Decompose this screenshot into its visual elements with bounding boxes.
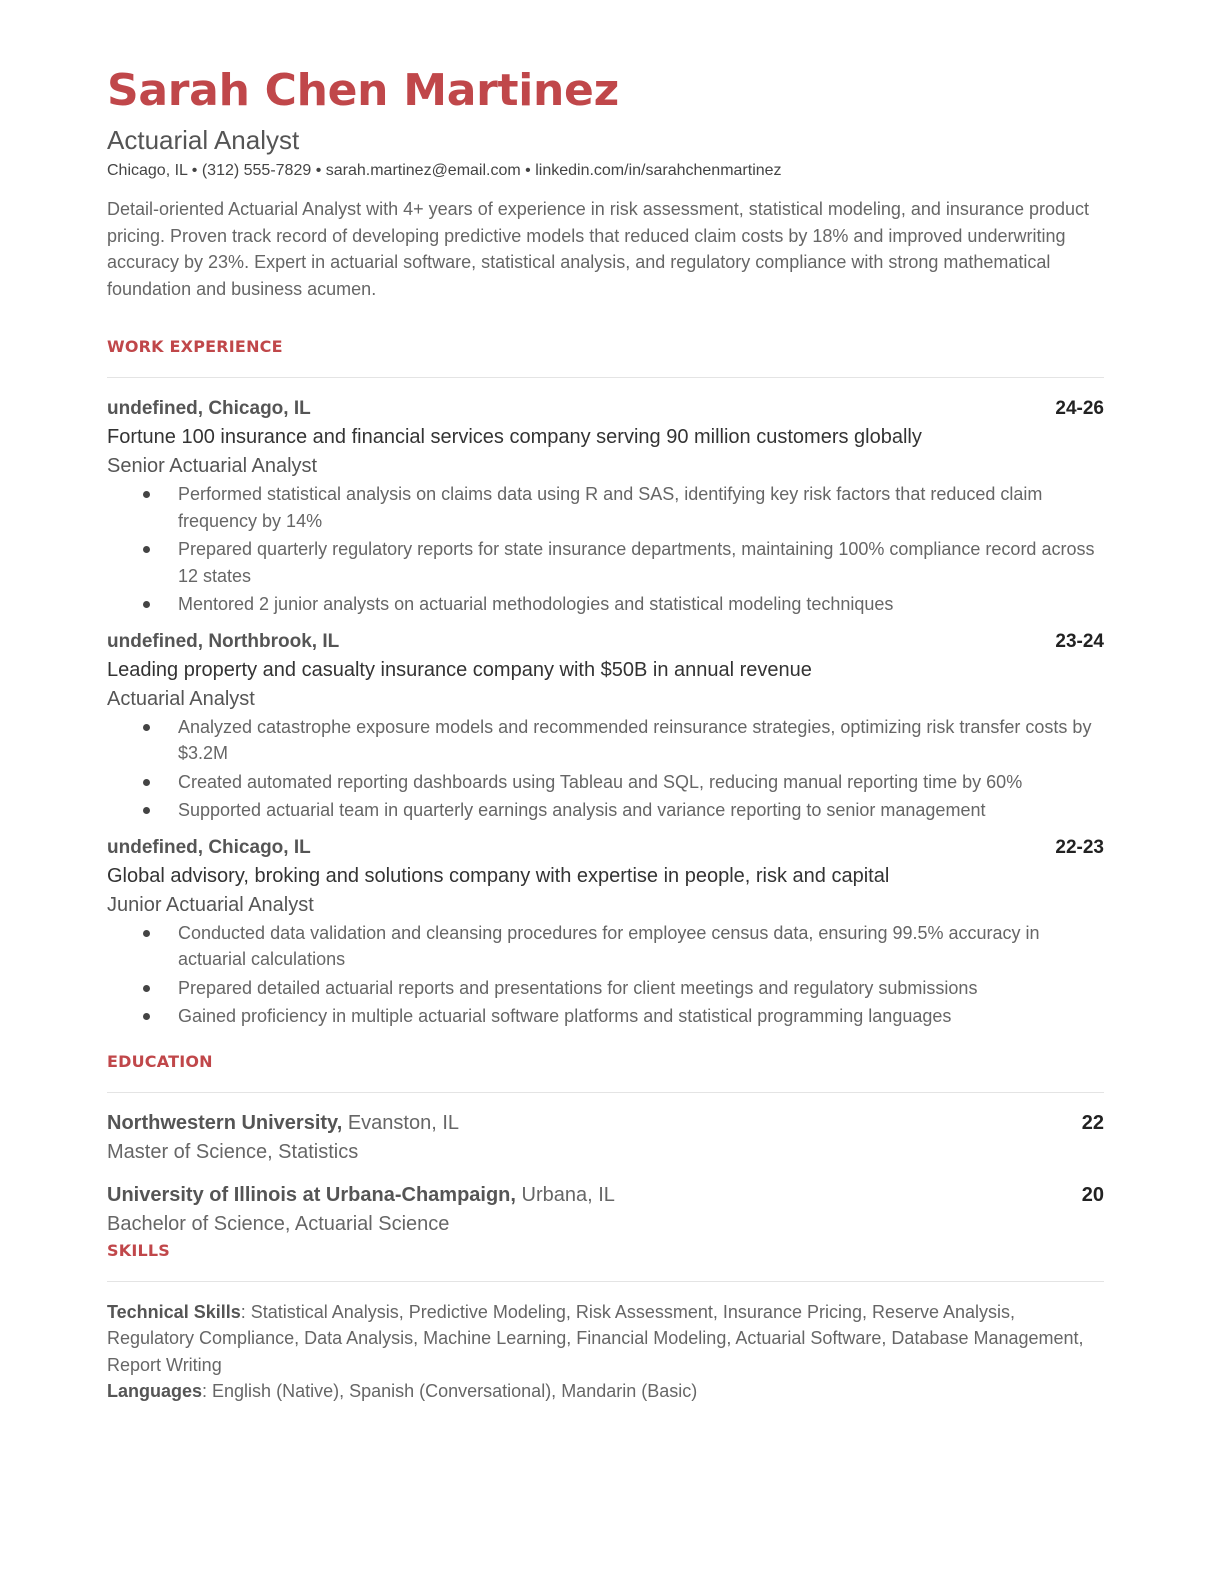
job-bullets [107, 481, 1104, 618]
contact-line: Chicago, IL • (312) 555-7829 • sarah.martinez@email.com • linkedin.com/in/sarahchenmartinez [107, 162, 782, 179]
job-role: Actuarial Analyst [107, 687, 255, 710]
education-entry [107, 1109, 1104, 1167]
education-section [107, 1052, 1104, 1239]
bullet-icon [143, 807, 150, 814]
bullet-icon [143, 985, 150, 992]
bullet-icon [143, 601, 150, 608]
job-bullets [107, 714, 1104, 824]
job-entry [107, 395, 1104, 618]
education-header [107, 1109, 1104, 1138]
candidate-name: Sarah Chen Martinez [107, 65, 619, 116]
job-bullet: Performed statistical analysis on claims data using R and SAS, identifying key risk factors that reduced claim frequency by 14% [107, 481, 1104, 534]
company-description: Global advisory, broking and solutions company with expertise in people, risk and capital [107, 864, 890, 887]
bullet-icon [143, 930, 150, 937]
technical-skills-label: Technical Skills [107, 1301, 241, 1322]
section-divider [107, 377, 1104, 378]
degree: Bachelor of Science, Actuarial Science [107, 1212, 450, 1235]
school-location: Urbana, IL [521, 1183, 615, 1206]
degree: Master of Science, Statistics [107, 1140, 359, 1163]
skills-section [107, 1241, 1104, 1405]
bullet-icon [143, 779, 150, 786]
professional-summary: Detail-oriented Actuarial Analyst with 4+ years of experience in risk assessment, statistical modeling, and insurance product pricing. Proven track record of developing predictive models that reduced claim costs by 18% and improved underwriting accuracy by 23%. Expert in actuarial software, statistical analysis, and regulatory compliance with strong mathematical foundation and business acumen. [107, 199, 1089, 299]
education-header [107, 1181, 1104, 1210]
job-bullets [107, 920, 1104, 1030]
job-company: undefined, Chicago, IL [107, 836, 311, 858]
job-entry [107, 628, 1104, 824]
job-bullet: Prepared quarterly regulatory reports for state insurance departments, maintaining 100% compliance record across 12 states [107, 536, 1104, 589]
job-bullet: Created automated reporting dashboards using Tableau and SQL, reducing manual reporting time by 60% [107, 769, 1104, 796]
school-location: Evanston, IL [347, 1111, 459, 1134]
job-bullet: Analyzed catastrophe exposure models and recommended reinsurance strategies, optimizing risk transfer costs by $3.2M [107, 714, 1104, 767]
school-name: University of Illinois at Urbana-Champaign, [107, 1183, 516, 1206]
company-description: Fortune 100 insurance and financial services company serving 90 million customers globally [107, 426, 922, 449]
graduation-year: 22 [1081, 1111, 1104, 1134]
job-header [107, 395, 1104, 423]
job-role: Senior Actuarial Analyst [107, 455, 318, 478]
bullet-icon [143, 491, 150, 498]
company-description: Leading property and casualty insurance company with $50B in annual revenue [107, 658, 812, 681]
job-bullet: Prepared detailed actuarial reports and presentations for client meetings and regulatory submissions [107, 975, 1104, 1002]
section-divider [107, 1281, 1104, 1282]
graduation-year: 20 [1081, 1183, 1104, 1206]
bullet-icon [143, 724, 150, 731]
job-company: undefined, Chicago, IL [107, 398, 311, 420]
bullet-icon [143, 546, 150, 553]
job-role: Junior Actuarial Analyst [107, 893, 314, 916]
languages-list: : English (Native), Spanish (Conversational), Mandarin (Basic) [202, 1381, 698, 1402]
section-heading-skills: SKILLS [107, 1240, 170, 1260]
languages [107, 1378, 1104, 1405]
job-bullet: Mentored 2 junior analysts on actuarial methodologies and statistical modeling techniques [107, 591, 1104, 618]
education-entry [107, 1181, 1104, 1239]
job-bullet: Gained proficiency in multiple actuarial software platforms and statistical programming languages [107, 1003, 1104, 1030]
job-dates: 23-24 [1055, 630, 1104, 652]
work-experience-section [107, 337, 1104, 1030]
job-bullet: Supported actuarial team in quarterly earnings analysis and variance reporting to senior management [107, 797, 1104, 824]
section-divider [107, 1092, 1104, 1093]
job-dates: 22-23 [1055, 836, 1104, 858]
section-heading-education: EDUCATION [107, 1051, 213, 1071]
school-name: Northwestern University, [107, 1111, 343, 1134]
job-company: undefined, Northbrook, IL [107, 630, 340, 652]
job-bullet: Conducted data validation and cleansing procedures for employee census data, ensuring 99.5% accuracy in actuarial calculations [107, 920, 1104, 973]
technical-skills-list: : Statistical Analysis, Predictive Modeling, Risk Assessment, Insurance Pricing, Reserve Analysis, Regulatory Compliance, Data Analysis, Machine Learning, Financial Modeling, Actuarial Software, Database Management, Report Writing [107, 1301, 1084, 1375]
resume-page [107, 62, 1104, 1405]
bullet-icon [143, 1013, 150, 1020]
job-entry [107, 834, 1104, 1030]
section-heading-work-experience: WORK EXPERIENCE [107, 337, 283, 357]
job-header [107, 834, 1104, 862]
technical-skills [107, 1299, 1104, 1379]
job-header [107, 628, 1104, 656]
job-dates: 24-26 [1055, 398, 1104, 420]
languages-label: Languages [107, 1381, 203, 1402]
candidate-title: Actuarial Analyst [107, 125, 300, 155]
